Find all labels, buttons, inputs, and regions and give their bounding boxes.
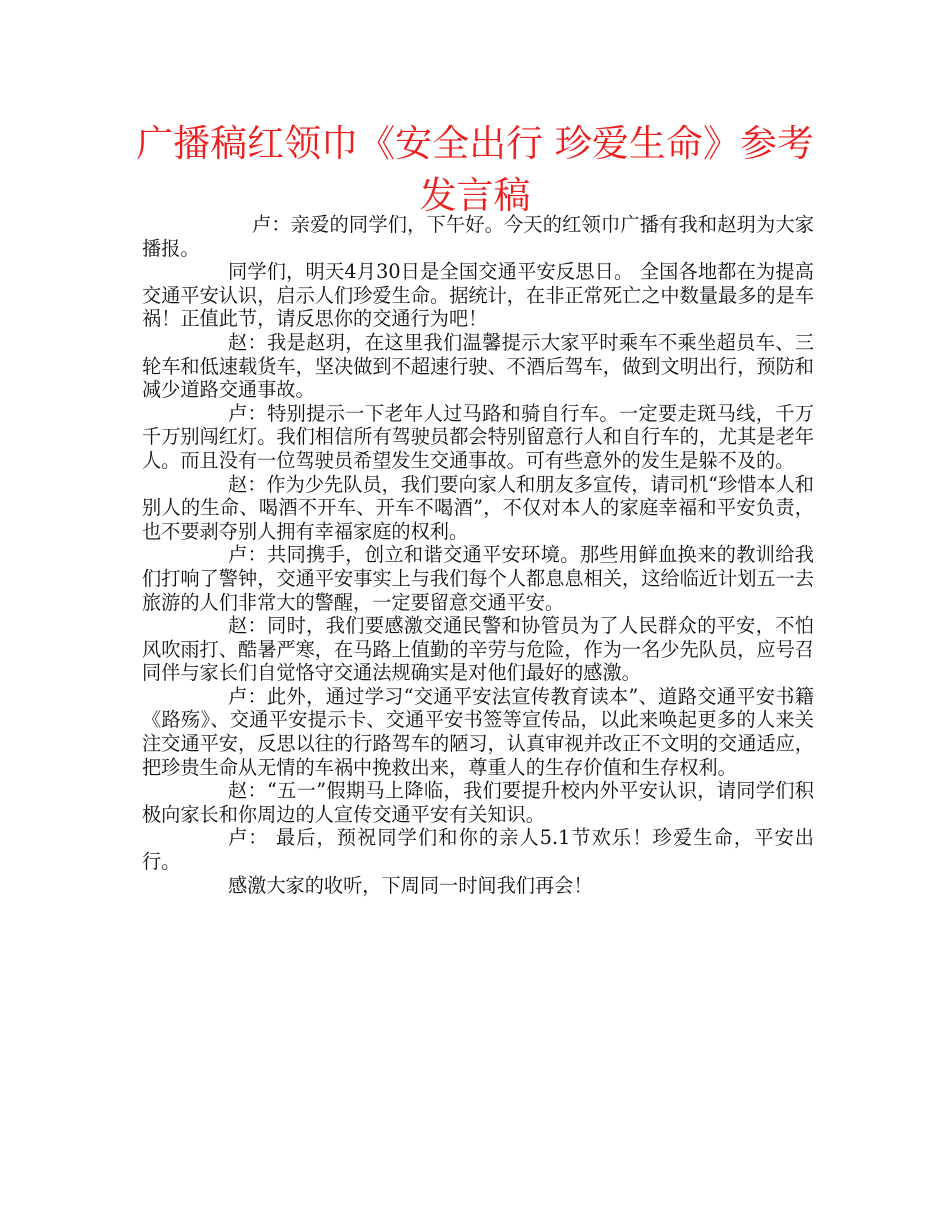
paragraph: 赵：“五一”假期马上降临，我们要提升校内外平安认识，请同学们积极向家长和你周边的人宣传交通平安有关知识。 bbox=[142, 779, 814, 826]
paragraph: 同学们，明天4月30日是全国交通平安反思日。 全国各地都在为提高交通平安认识，启示人们珍爱生命。据统计，在非正常死亡之中数量最多的是车祸！正值此节，请反思你的交通行为吧！ bbox=[142, 260, 814, 331]
document-title: 广播稿红领巾《安全出行 珍爱生命》参考发言稿 bbox=[136, 122, 814, 217]
paragraph: 赵：作为少先队员，我们要向家人和朋友多宣传，请司机“珍惜本人和别人的生命、喝酒不开车、开车不喝酒”，不仅对本人的家庭幸福和平安负责，也不要剥夺别人拥有幸福家庭的权利。 bbox=[142, 472, 814, 543]
paragraph: 赵：我是赵玥，在这里我们温馨提示大家平时乘车不乘坐超员车、三轮车和低速载货车，坚决做到不超速行驶、不酒后驾车，做到文明出行，预防和减少道路交通事故。 bbox=[142, 330, 814, 402]
document-body bbox=[142, 213, 814, 897]
paragraph: 卢：共同携手，创立和谐交通平安环境。那些用鲜血换来的教训给我们打响了警钟，交通平安事实上与我们每个人都息息相关，这给临近计划五一去旅游的人们非常大的警醒，一定要留意交通平安。 bbox=[142, 543, 814, 614]
paragraph: 卢：亲爱的同学们，下午好。今天的红领巾广播有我和赵玥为大家播报。 bbox=[142, 213, 814, 260]
paragraph: 感激大家的收听，下周同一时间我们再会！ bbox=[228, 873, 593, 897]
paragraph: 赵：同时，我们要感激交通民警和协管员为了人民群众的平安，不怕风吹雨打、酷暑严寒，在马路上值勤的辛劳与危险，作为一名少先队员，应号召同伴与家长们自觉恪守交通法规确实是对他们最好的感激。 bbox=[142, 614, 814, 685]
paragraph: 卢：此外，通过学习“交通平安法宣传教育读本”、道路交通平安书籍《路殇》、交通平安提示卡、交通平安书签等宣传品，以此来唤起更多的人来关注交通平安，反思以往的行路驾车的陋习，认真审视并改正不文明的交通适应，把珍贵生命从无情的车祸中挽救出来，尊重人的生存价值和生存权利。 bbox=[142, 684, 814, 779]
paragraph: 卢：特别提示一下老年人过马路和骑自行车。一定要走斑马线，千万千万别闯红灯。我们相信所有驾驶员都会特别留意行人和自行车的，尤其是老年人。而且没有一位驾驶员希望发生交通事故。可有些意外的发生是躲不及的。 bbox=[142, 401, 814, 472]
paragraph: 卢： 最后，预祝同学们和你的亲人5.1节欢乐！珍爱生命，平安出行。 bbox=[142, 826, 814, 874]
